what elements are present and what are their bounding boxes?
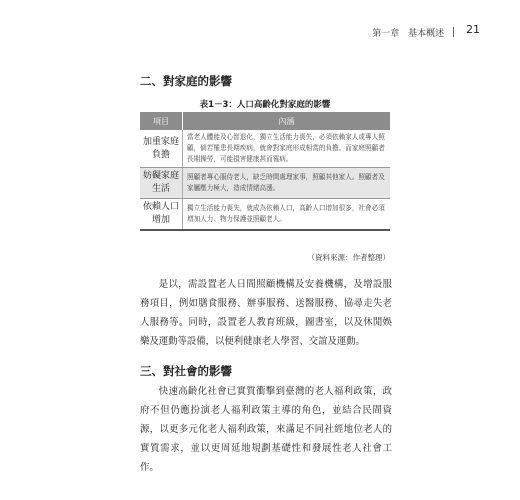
section-heading-society: 三、對社會的影響 — [140, 364, 232, 378]
table-caption: 表1－3：人口高齡化對家庭的影響 — [199, 100, 331, 110]
row-item-cell — [140, 168, 183, 199]
body-paragraph: 是以，需設置老人日間照顧機構及安養機構，及增設服務項目，例如膳食服務、辦事服務、送醫服務、協尋走失老人服務等。同時，設置老人教育班級，圖書室，以及休閒娛樂及運動等設備，以便利健康老人學習、交誼及運動。 — [140, 279, 392, 347]
table-header-row — [140, 112, 390, 130]
table-row — [140, 168, 390, 199]
row-content-cell: 獨立生活能力喪失，就成為依賴人口，高齡人口增加很多，社會必須增加人力、物力保護並照顧老人。 — [183, 199, 391, 231]
running-header — [300, 26, 460, 39]
row-content-cell: 當老人體能及心智退化，獨立生活能力喪失，必須依賴家人或專人照顧，倘若罹患長期疾病，就會對家庭形成相當的負擔。而家庭照顧者長期操勞，可能損害健康甚而罹病。 — [183, 130, 391, 168]
section-heading-family: 二、對家庭的影響 — [140, 74, 232, 88]
chapter-label: 第一章 — [372, 29, 400, 39]
column-header-content: 內涵 — [183, 112, 391, 130]
body-paragraph: 快速高齡化社會已實質衝擊到臺灣的老人福利政策，政府不但仍應扮演老人福利政策主導的角色，並結合民間資源，以更多元化老人福利政策，來滿足不同社經地位老人的實質需求，並以更周延地規劃基礎性和發展性老人社會工作。 — [140, 386, 392, 473]
page-number: 21 — [466, 23, 480, 36]
row-item-cell — [140, 130, 183, 168]
row-item-label: 依賴人口增加 — [142, 202, 179, 225]
header-divider — [453, 27, 454, 37]
row-item-cell — [140, 199, 183, 231]
row-content-cell: 照顧者專心服侍老人，缺乏時間處理家事，照顧其他家人。照顧者及家屬壓力極大，造成情緒高漲。 — [183, 168, 391, 199]
impact-table — [140, 112, 390, 231]
chapter-title: 基本概述 — [408, 29, 445, 39]
table-row — [140, 199, 390, 231]
row-item-label: 妨礙家庭生活 — [142, 171, 179, 194]
table-row — [140, 130, 390, 168]
table-source-note: （資料來源：作者整理） — [307, 253, 390, 262]
column-header-item: 項目 — [140, 112, 183, 130]
row-item-label: 加重家庭負擔 — [142, 136, 179, 160]
